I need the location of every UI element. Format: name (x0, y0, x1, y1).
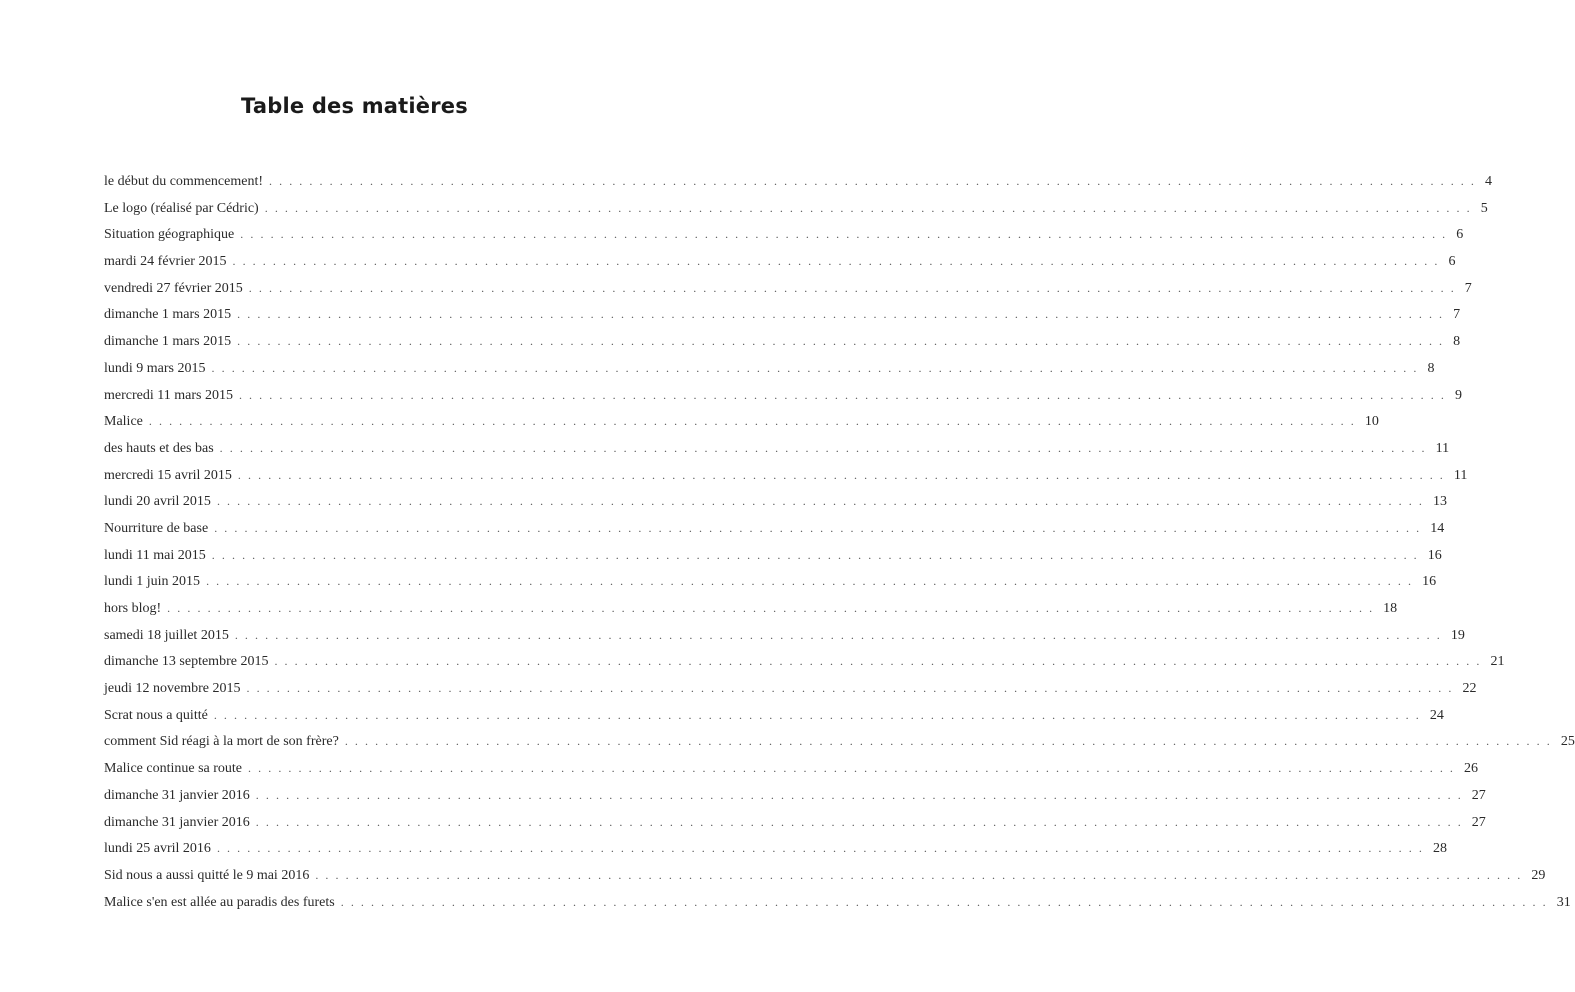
toc-entry[interactable] (104, 654, 1505, 681)
toc-entry-title: Malice continue sa route (104, 761, 243, 777)
toc-entry-page-number: 11 (1453, 467, 1468, 483)
toc-entry-title: dimanche 31 janvier 2016 (104, 814, 250, 830)
toc-entry-title: Malice s'en est allée au paradis des furets (104, 894, 335, 910)
toc-entry[interactable] (104, 440, 1450, 468)
toc-entry-title: lundi 25 avril 2016 (104, 841, 211, 857)
dot-leader: ........................................................................................................................ (237, 334, 1450, 349)
dot-leader: ........................................................................................................................ (211, 360, 1424, 375)
toc-entry-page-number: 27 (1471, 787, 1486, 803)
dot-leader: ........................................................................................................................ (219, 440, 1432, 455)
toc-entry-title: dimanche 1 mars 2015 (104, 307, 232, 323)
dot-leader: ........................................................................................................................ (255, 787, 1468, 802)
toc-entry-title: vendredi 27 février 2015 (104, 280, 243, 296)
dot-leader: ........................................................................................................................ (315, 867, 1528, 882)
toc-entry-page-number: 25 (1560, 734, 1575, 750)
toc-entry-title: samedi 18 juillet 2015 (104, 627, 229, 643)
dot-leader: ........................................................................................................................ (167, 601, 1380, 615)
toc-entry-page-number: 22 (1462, 681, 1477, 697)
dot-leader: ........................................................................................................................ (248, 280, 1461, 295)
toc-entry[interactable] (104, 627, 1465, 655)
dot-leader: ........................................................................................................................ (214, 520, 1427, 535)
toc-entry-page-number: 6 (1456, 227, 1464, 243)
toc-entry[interactable] (104, 200, 1488, 228)
toc-entry-title: mercredi 15 avril 2015 (104, 467, 232, 483)
toc-entry[interactable] (104, 681, 1477, 708)
toc-entry-title: Situation géographique (104, 227, 235, 243)
dot-leader: ........................................................................................................................ (248, 761, 1461, 776)
toc-entry-title: Sid nous a aussi quitté le 9 mai 2016 (104, 867, 310, 883)
toc-entry[interactable] (104, 787, 1486, 815)
toc-entry[interactable] (104, 734, 1575, 761)
toc-entry[interactable] (104, 307, 1461, 334)
toc-entry[interactable] (104, 547, 1442, 575)
toc-entry-title: dimanche 1 mars 2015 (104, 334, 232, 350)
dot-leader: ........................................................................................................................ (238, 387, 1451, 402)
toc-entry-page-number: 11 (1435, 440, 1450, 456)
toc-entry-title: dimanche 13 septembre 2015 (104, 654, 269, 670)
toc-entry[interactable] (104, 894, 1571, 922)
toc-entry-title: lundi 11 mai 2015 (104, 547, 206, 563)
toc-entry-page-number: 13 (1432, 494, 1447, 510)
page-title: Table des matières (241, 94, 468, 119)
toc-entry-title: mardi 24 février 2015 (104, 254, 227, 270)
toc-entry-title: Nourriture de base (104, 520, 209, 536)
toc-entry-title: Malice (104, 414, 143, 430)
toc-entry-page-number: 9 (1454, 387, 1462, 403)
toc-entry-page-number: 16 (1422, 574, 1437, 590)
toc-entry[interactable] (104, 841, 1447, 868)
toc-entry-page-number: 10 (1364, 414, 1379, 430)
toc-entry-page-number: 19 (1450, 627, 1465, 643)
toc-entry-title: lundi 1 juin 2015 (104, 574, 201, 590)
toc-entry-title: mercredi 11 mars 2015 (104, 387, 233, 403)
toc-entry-title: comment Sid réagi à la mort de son frère? (104, 734, 339, 750)
toc-entry-page-number: 14 (1430, 520, 1445, 536)
toc-entry[interactable] (104, 254, 1456, 281)
toc-entry-page-number: 27 (1471, 814, 1486, 830)
dot-leader: ........................................................................................................................ (255, 814, 1468, 829)
dot-leader: ........................................................................................................................ (344, 734, 1557, 749)
dot-leader: ........................................................................................................................ (240, 227, 1453, 242)
toc-entry-title: lundi 9 mars 2015 (104, 360, 206, 376)
toc-entry-title: Scrat nous a quitté (104, 707, 208, 723)
toc-entry[interactable] (104, 707, 1444, 735)
dot-leader: ........................................................................................................................ (213, 707, 1426, 722)
toc-entry[interactable] (104, 494, 1447, 521)
dot-leader: ........................................................................................................................ (234, 627, 1447, 642)
toc-entry-title: jeudi 12 novembre 2015 (104, 681, 241, 697)
toc-entry[interactable] (104, 814, 1486, 842)
toc-entry-page-number: 16 (1427, 547, 1442, 563)
toc-entry[interactable] (104, 574, 1437, 601)
toc-entry-page-number: 21 (1490, 654, 1505, 670)
toc-entry-page-number: 7 (1464, 280, 1472, 296)
toc-entry-title: hors blog! (104, 601, 162, 616)
dot-leader: ........................................................................................................................ (274, 654, 1487, 669)
toc-entry-page-number: 4 (1485, 174, 1492, 189)
toc-entry-title: dimanche 31 janvier 2016 (104, 787, 250, 803)
toc-entry[interactable] (104, 334, 1461, 361)
toc-entry[interactable] (104, 601, 1398, 628)
toc-entry[interactable] (104, 414, 1379, 441)
dot-leader: ........................................................................................................................ (340, 894, 1553, 909)
toc-entry[interactable] (104, 360, 1435, 388)
dot-leader: ........................................................................................................................ (211, 547, 1424, 562)
toc-entry-title: Le logo (réalisé par Cédric) (104, 200, 259, 216)
toc-entry[interactable] (104, 467, 1468, 495)
toc-entry-page-number: 6 (1448, 254, 1456, 270)
toc-entry[interactable] (104, 174, 1492, 201)
toc-entry[interactable] (104, 387, 1462, 415)
toc-entry-page-number: 7 (1453, 307, 1461, 323)
dot-leader: ........................................................................................................................ (148, 414, 1361, 429)
dot-leader: ........................................................................................................................ (232, 254, 1445, 269)
dot-leader: ........................................................................................................................ (237, 467, 1450, 482)
dot-leader: ........................................................................................................................ (237, 307, 1450, 322)
toc-entry-title: le début du commencement! (104, 174, 263, 189)
toc-entry-page-number: 8 (1453, 334, 1461, 350)
dot-leader: ........................................................................................................................ (216, 841, 1429, 856)
toc-entry-title: lundi 20 avril 2015 (104, 494, 211, 510)
dot-leader: ........................................................................................................................ (206, 574, 1419, 589)
toc-entry-page-number: 5 (1480, 200, 1488, 216)
toc-entry[interactable] (104, 761, 1479, 788)
toc-entry-page-number: 8 (1427, 360, 1435, 376)
toc-entry-page-number: 29 (1531, 867, 1546, 883)
dot-leader: ........................................................................................................................ (246, 681, 1459, 696)
toc-entry-page-number: 26 (1464, 761, 1479, 777)
toc-entry-page-number: 18 (1383, 601, 1398, 616)
toc-entry[interactable] (104, 280, 1472, 308)
toc-entry[interactable] (104, 227, 1464, 254)
toc-entry-page-number: 31 (1556, 894, 1571, 910)
dot-leader: ........................................................................................................................ (216, 494, 1429, 509)
dot-leader: ........................................................................................................................ (269, 174, 1481, 188)
toc-entry[interactable] (104, 867, 1546, 895)
dot-leader: ........................................................................................................................ (264, 200, 1477, 215)
toc-entry[interactable] (104, 520, 1445, 548)
toc-entry-page-number: 28 (1432, 841, 1447, 857)
toc-entry-title: des hauts et des bas (104, 440, 214, 456)
table-of-contents (104, 174, 1575, 921)
toc-entry-page-number: 24 (1429, 707, 1444, 723)
